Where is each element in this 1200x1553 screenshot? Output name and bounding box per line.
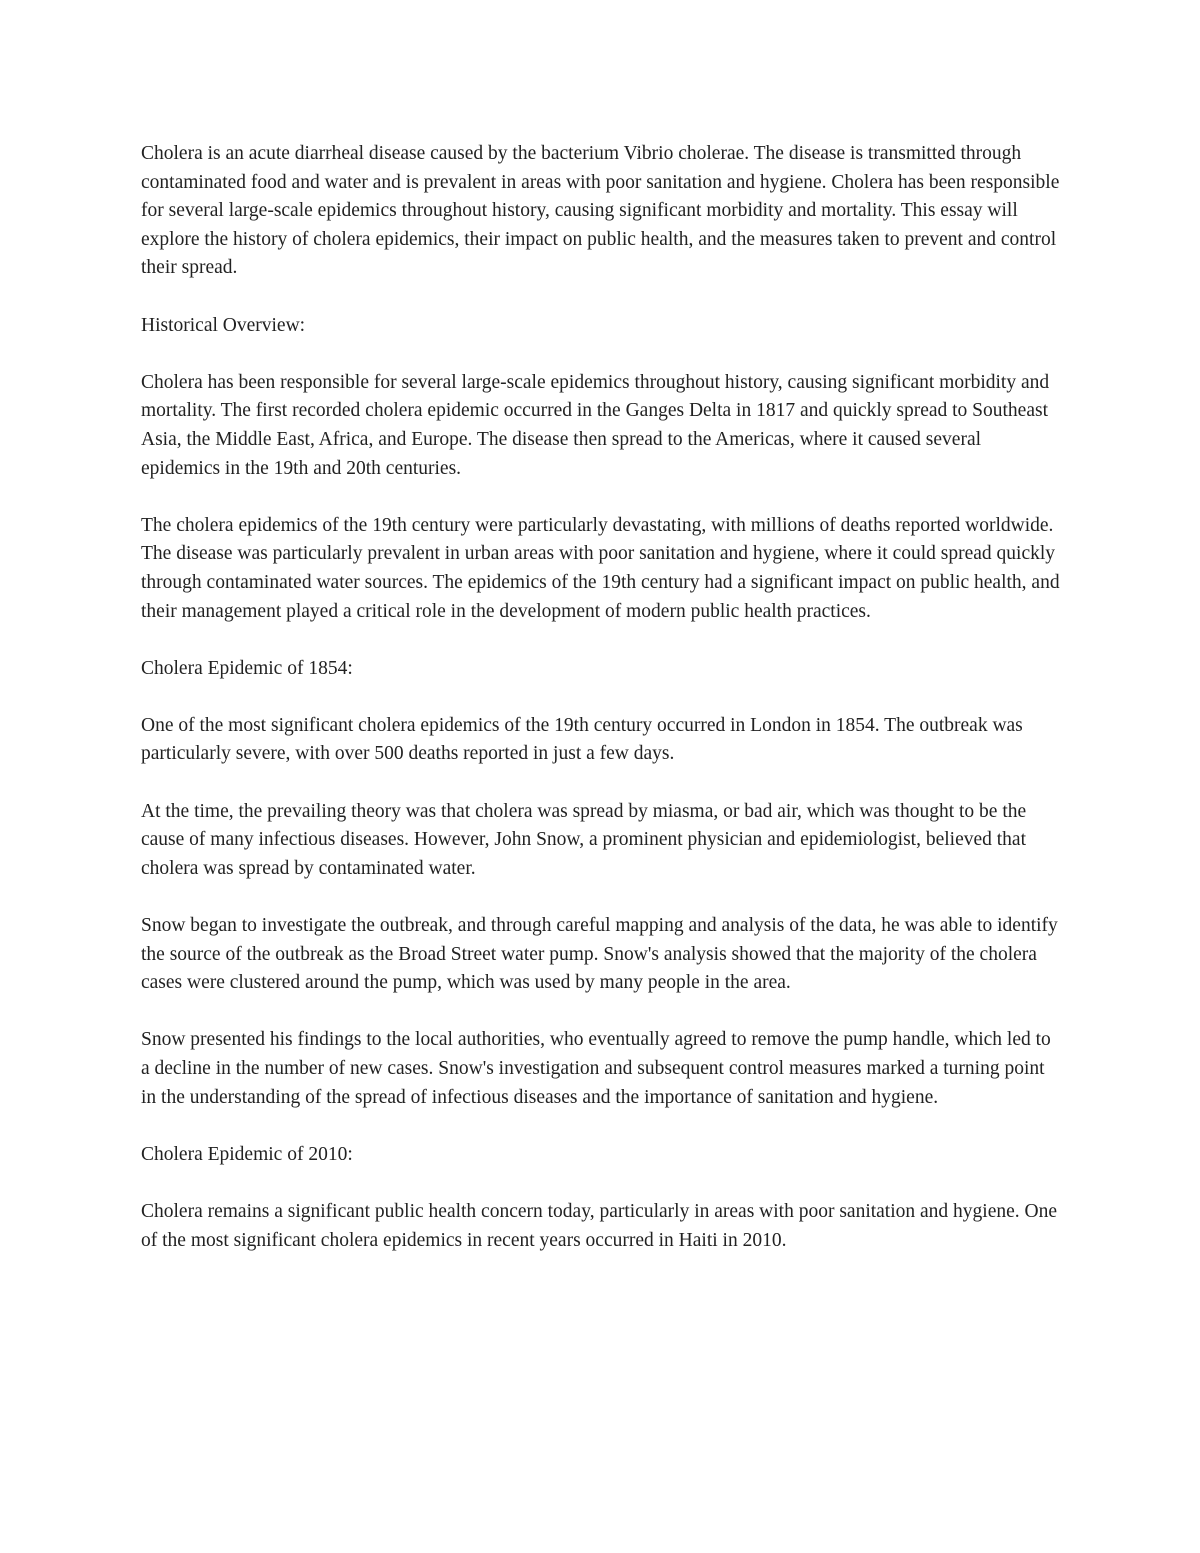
epidemic-2010-paragraph-1: Cholera remains a significant public health concern today, particularly in areas with poor sanitation and hygiene. One of the most significant cholera epidemics in recent years occurred in Haiti in 2010. bbox=[141, 1200, 1058, 1251]
section-heading-epidemic-2010: Cholera Epidemic of 2010: bbox=[141, 1143, 353, 1165]
document-body bbox=[141, 140, 1061, 1284]
epidemic-1854-paragraph-1: One of the most significant cholera epidemics of the 19th century occurred in London in 1854. The outbreak was particularly severe, with over 500 deaths reported in just a few days. bbox=[141, 714, 1023, 765]
epidemic-1854-paragraph-4: Snow presented his findings to the local authorities, who eventually agreed to remove the pump handle, which led to a decline in the number of new cases. Snow's investigation and subsequent control measures marked a turning point in the understanding of the spread of infectious diseases and the importance of sanitation and hygiene. bbox=[141, 1029, 1051, 1108]
epidemic-1854-paragraph-2: At the time, the prevailing theory was that cholera was spread by miasma, or bad air, which was thought to be the cause of many infectious diseases. However, John Snow, a prominent physician and epidemiologist, believed that cholera was spread by contaminated water. bbox=[141, 800, 1027, 879]
epidemic-1854-paragraph-3: Snow began to investigate the outbreak, and through careful mapping and analysis of the data, he was able to identify the source of the outbreak as the Broad Street water pump. Snow's analysis showed that the majority of the cholera cases were clustered around the pump, which was used by many people in the area. bbox=[141, 915, 1058, 994]
section-heading-epidemic-1854: Cholera Epidemic of 1854: bbox=[141, 657, 353, 679]
intro-paragraph: Cholera is an acute diarrheal disease caused by the bacterium Vibrio cholerae. The disease is transmitted through contaminated food and water and is prevalent in areas with poor sanitation and hygiene. Cholera has been responsible for several large-scale epidemics throughout history, causing significant morbidity and mortality. This essay will explore the history of cholera epidemics, their impact on public health, and the measures taken to prevent and control their spread. bbox=[141, 143, 1060, 279]
historical-paragraph-1: Cholera has been responsible for several large-scale epidemics throughout history, causing significant morbidity and mortality. The first recorded cholera epidemic occurred in the Ganges Delta in 1817 and quickly spread to Southeast Asia, the Middle East, Africa, and Europe. The disease then spread to the Americas, where it caused several epidemics in the 19th and 20th centuries. bbox=[141, 371, 1050, 479]
section-heading-historical-overview: Historical Overview: bbox=[141, 314, 306, 336]
historical-paragraph-2: The cholera epidemics of the 19th century were particularly devastating, with millions of deaths reported worldwide. The disease was particularly prevalent in urban areas with poor sanitation and hygiene, where it could spread quickly through contaminated water sources. The epidemics of the 19th century had a significant impact on public health, and their management played a critical role in the development of modern public health practices. bbox=[141, 514, 1060, 622]
